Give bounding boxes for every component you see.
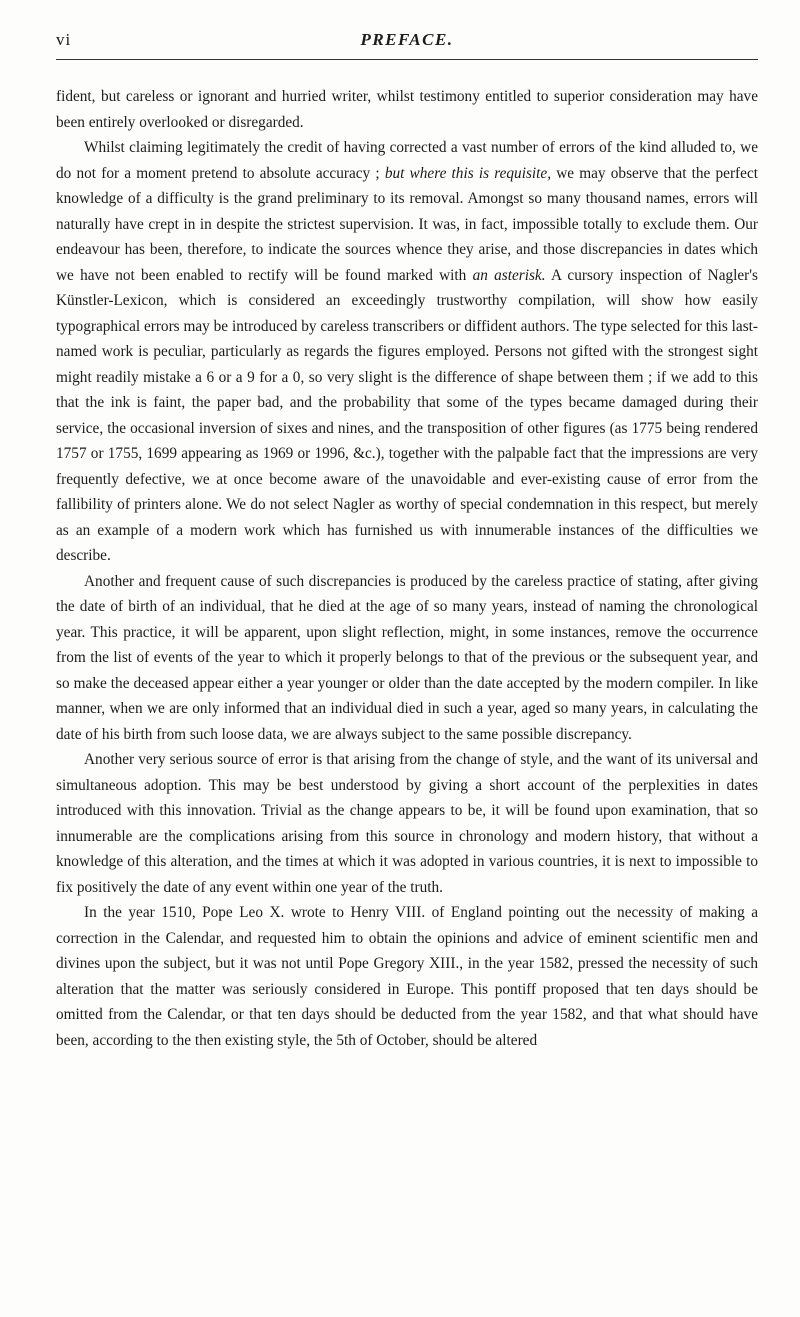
- header-rule: [56, 59, 758, 60]
- text-run: Another very serious source of error is that arising from the change of style, and the want of its universal and simultaneous adoption. This may be best understood by giving a short account of the perplexities in dates introduced with this innovation. Trivial as the change appears to be, it will be found upon examination, that so innumerable are the complications arising from this source in chronology and modern history, that without a knowledge of this alteration, and the times at which it was adopted in various countries, it is next to impossible to fix positively the date of any event within one year of the truth.: [56, 751, 758, 896]
- paragraph: [56, 900, 758, 1053]
- paragraph: [56, 569, 758, 748]
- paragraph: [56, 84, 758, 135]
- text-run: Whilst claiming legitimately the credit of having corrected a vast number of errors of the kind alluded to, we do not for a moment pretend to absolute accuracy ;: [56, 139, 758, 182]
- italic-text-run: but where this is requisite,: [384, 164, 552, 182]
- body-text: [56, 84, 758, 1053]
- paragraph: [56, 135, 758, 569]
- page-header: [56, 30, 758, 60]
- page-number: vi: [56, 30, 72, 49]
- text-run: we may observe that the perfect knowledge of a difficulty is the grand preliminary to its removal. Amongst so many thousand names, errors will naturally have crept in in despite the strictest supervision. It was, in fact, impossible totally to exclude them. Our endeavour has been, therefore, to indicate the sources whence they arise, and those discrepancies in dates which we have not been enabled to rectify will be found marked with: [56, 164, 758, 284]
- text-run: Another and frequent cause of such discrepancies is produced by the careless practice of stating, after giving the date of birth of an individual, that he died at the age of so many years, instead of naming the chronological year. This practice, it will be apparent, upon slight reflection, might, in some instances, remove the occurrence from the list of events of the year to which it properly belongs to that of the previous or the subsequent year, and so make the deceased appear either a year younger or older than the date accepted by the modern compiler. In like manner, when we are only informed that an individual died in such a year, aged so many years, in calculating the date of his birth from such loose data, we are always subject to the same possible discrepancy.: [56, 572, 758, 743]
- text-run: A cursory inspection of Nagler's Künstler-Lexicon, which is considered an exceedingly trustworthy compilation, will show how easily typographical errors may be introduced by careless transcribers or diffident authors. The type selected for this last-named work is peculiar, particularly as regards the figures employed. Persons not gifted with the strongest sight might readily mistake a 6 or a 9 for a 0, so very slight is the difference of shape between them ; if we add to this that the ink is faint, the paper bad, and the probability that some of the types became damaged during their service, the occasional inversion of sixes and nines, and the transposition of other figures (as 1775 being rendered 1757 or 1755, 1699 appearing as 1969 or 1996, &c.), together with the palpable fact that the impressions are very frequently defective, we at once become aware of the unavoidable and ever-existing cause of error from the fallibility of printers alone. We do not select Nagler as worthy of special condemnation in this respect, but merely as an example of a modern work which has furnished us with innumerable instances of the difficulties we describe.: [56, 266, 758, 564]
- italic-text-run: an asterisk.: [472, 266, 546, 284]
- text-run: In the year 1510, Pope Leo X. wrote to Henry VIII. of England pointing out the necessity of making a correction in the Calendar, and requested him to obtain the opinions and advice of eminent scientific men and divines upon the subject, but it was not until Pope Gregory XIII., in the year 1582, pressed the necessity of such alteration that the matter was seriously considered in Europe. This pontiff proposed that ten days should be omitted from the Calendar, or that ten days should be deducted from the year 1582, and that what should have been, according to the then existing style, the 5th of October, should be altered: [56, 904, 758, 1049]
- running-title: PREFACE.: [360, 30, 454, 49]
- paragraph: [56, 747, 758, 900]
- text-run: fident, but careless or ignorant and hurried writer, whilst testimony entitled to superior consideration may have been entirely overlooked or disregarded.: [56, 88, 758, 131]
